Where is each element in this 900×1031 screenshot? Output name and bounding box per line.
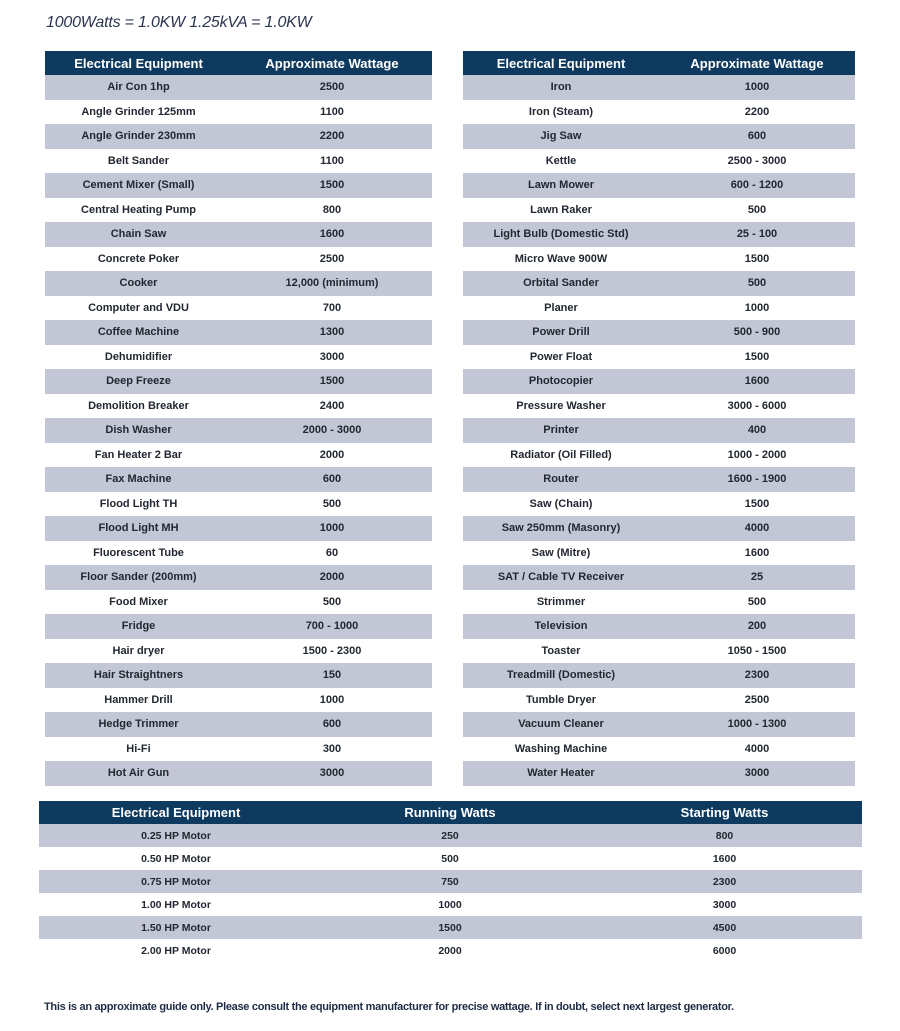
equipment-name-cell: Dehumidifier xyxy=(45,345,232,370)
table-row xyxy=(463,173,855,198)
wattage-cell: 500 - 900 xyxy=(659,320,855,345)
wattage-table-right xyxy=(463,51,855,786)
equipment-name-cell: Micro Wave 900W xyxy=(463,247,659,272)
table-row xyxy=(463,737,855,762)
table-row xyxy=(463,467,855,492)
equipment-name-cell: Radiator (Oil Filled) xyxy=(463,443,659,468)
wattage-cell: 1600 xyxy=(232,222,432,247)
equipment-name-cell: Belt Sander xyxy=(45,149,232,174)
equipment-name-cell: Saw 250mm (Masonry) xyxy=(463,516,659,541)
conversion-note: 1000Watts = 1.0KW 1.25kVA = 1.0KW xyxy=(46,14,312,31)
wattage-cell: 3000 xyxy=(232,761,432,786)
equipment-name-cell: Tumble Dryer xyxy=(463,688,659,713)
wattage-cell: 250 xyxy=(313,824,587,847)
table-row xyxy=(45,222,432,247)
table-row xyxy=(463,418,855,443)
wattage-cell: 800 xyxy=(232,198,432,223)
column-header: Electrical Equipment xyxy=(463,51,659,75)
wattage-cell: 2000 xyxy=(232,443,432,468)
table-row xyxy=(39,939,862,962)
table-row xyxy=(463,614,855,639)
table-row xyxy=(45,345,432,370)
table-row xyxy=(39,916,862,939)
equipment-name-cell: Coffee Machine xyxy=(45,320,232,345)
table-row xyxy=(45,247,432,272)
table-row xyxy=(45,467,432,492)
table-row xyxy=(45,149,432,174)
table-row xyxy=(45,124,432,149)
equipment-name-cell: Strimmer xyxy=(463,590,659,615)
wattage-cell: 12,000 (minimum) xyxy=(232,271,432,296)
table-row xyxy=(39,893,862,916)
table-row xyxy=(39,870,862,893)
column-header: Starting Watts xyxy=(587,801,862,824)
equipment-name-cell: Television xyxy=(463,614,659,639)
table-row xyxy=(45,737,432,762)
wattage-cell: 1500 xyxy=(232,369,432,394)
wattage-cell: 500 xyxy=(659,198,855,223)
wattage-cell: 25 - 100 xyxy=(659,222,855,247)
wattage-cell: 2300 xyxy=(587,870,862,893)
equipment-name-cell: Iron (Steam) xyxy=(463,100,659,125)
wattage-cell: 2500 xyxy=(659,688,855,713)
table-row xyxy=(45,443,432,468)
equipment-name-cell: 1.50 HP Motor xyxy=(39,916,313,939)
table-row xyxy=(45,369,432,394)
table-row xyxy=(463,149,855,174)
table-row xyxy=(45,516,432,541)
table-header-row xyxy=(463,51,855,75)
table-row xyxy=(45,590,432,615)
table-row xyxy=(45,418,432,443)
equipment-name-cell: 0.50 HP Motor xyxy=(39,847,313,870)
wattage-cell: 2000 xyxy=(313,939,587,962)
wattage-cell: 500 xyxy=(232,590,432,615)
equipment-name-cell: 0.25 HP Motor xyxy=(39,824,313,847)
table-row xyxy=(39,824,862,847)
wattage-cell: 2500 - 3000 xyxy=(659,149,855,174)
table-row xyxy=(463,712,855,737)
wattage-cell: 1000 xyxy=(313,893,587,916)
wattage-cell: 600 xyxy=(659,124,855,149)
wattage-cell: 1500 xyxy=(313,916,587,939)
wattage-cell: 500 xyxy=(313,847,587,870)
wattage-cell: 2000 xyxy=(232,565,432,590)
equipment-name-cell: Hair Straightners xyxy=(45,663,232,688)
table-row xyxy=(45,541,432,566)
column-header: Running Watts xyxy=(313,801,587,824)
equipment-name-cell: Central Heating Pump xyxy=(45,198,232,223)
table-row xyxy=(463,590,855,615)
equipment-name-cell: Lawn Raker xyxy=(463,198,659,223)
equipment-name-cell: Light Bulb (Domestic Std) xyxy=(463,222,659,247)
column-header: Electrical Equipment xyxy=(39,801,313,824)
equipment-name-cell: Fluorescent Tube xyxy=(45,541,232,566)
equipment-name-cell: Fan Heater 2 Bar xyxy=(45,443,232,468)
wattage-cell: 1000 xyxy=(659,75,855,100)
wattage-cell: 1500 xyxy=(659,492,855,517)
wattage-cell: 1000 - 1300 xyxy=(659,712,855,737)
equipment-name-cell: Hair dryer xyxy=(45,639,232,664)
table-row xyxy=(45,492,432,517)
wattage-cell: 2200 xyxy=(232,124,432,149)
equipment-name-cell: Air Con 1hp xyxy=(45,75,232,100)
wattage-cell: 1500 xyxy=(659,345,855,370)
table-row xyxy=(463,247,855,272)
table-row xyxy=(463,296,855,321)
wattage-cell: 1000 - 2000 xyxy=(659,443,855,468)
table-row xyxy=(463,100,855,125)
wattage-cell: 2500 xyxy=(232,247,432,272)
table-row xyxy=(45,198,432,223)
table-row xyxy=(45,639,432,664)
column-header: Electrical Equipment xyxy=(45,51,232,75)
wattage-cell: 300 xyxy=(232,737,432,762)
wattage-cell: 25 xyxy=(659,565,855,590)
column-header: Approximate Wattage xyxy=(659,51,855,75)
equipment-name-cell: Saw (Mitre) xyxy=(463,541,659,566)
table-row xyxy=(463,198,855,223)
table-header-row xyxy=(39,801,862,824)
table-row xyxy=(463,541,855,566)
table-row xyxy=(45,100,432,125)
table-row xyxy=(45,663,432,688)
table-row xyxy=(463,222,855,247)
equipment-name-cell: Hammer Drill xyxy=(45,688,232,713)
wattage-cell: 600 - 1200 xyxy=(659,173,855,198)
wattage-cell: 2500 xyxy=(232,75,432,100)
equipment-name-cell: Concrete Poker xyxy=(45,247,232,272)
equipment-name-cell: Treadmill (Domestic) xyxy=(463,663,659,688)
equipment-name-cell: 1.00 HP Motor xyxy=(39,893,313,916)
equipment-name-cell: Cooker xyxy=(45,271,232,296)
wattage-cell: 1500 - 2300 xyxy=(232,639,432,664)
equipment-name-cell: Floor Sander (200mm) xyxy=(45,565,232,590)
equipment-name-cell: Fax Machine xyxy=(45,467,232,492)
equipment-name-cell: Deep Freeze xyxy=(45,369,232,394)
equipment-name-cell: Food Mixer xyxy=(45,590,232,615)
wattage-cell: 4000 xyxy=(659,737,855,762)
motor-wattage-table xyxy=(39,801,862,962)
wattage-cell: 2200 xyxy=(659,100,855,125)
wattage-cell: 700 xyxy=(232,296,432,321)
wattage-cell: 500 xyxy=(659,271,855,296)
wattage-cell: 1000 xyxy=(232,516,432,541)
equipment-name-cell: Water Heater xyxy=(463,761,659,786)
equipment-name-cell: Planer xyxy=(463,296,659,321)
wattage-cell: 500 xyxy=(659,590,855,615)
equipment-name-cell: Printer xyxy=(463,418,659,443)
equipment-name-cell: 2.00 HP Motor xyxy=(39,939,313,962)
equipment-name-cell: Toaster xyxy=(463,639,659,664)
equipment-name-cell: Flood Light TH xyxy=(45,492,232,517)
wattage-cell: 1000 xyxy=(232,688,432,713)
table-row xyxy=(463,345,855,370)
wattage-cell: 3000 xyxy=(659,761,855,786)
table-row xyxy=(463,124,855,149)
equipment-name-cell: 0.75 HP Motor xyxy=(39,870,313,893)
table-row xyxy=(39,847,862,870)
equipment-name-cell: Photocopier xyxy=(463,369,659,394)
wattage-cell: 2000 - 3000 xyxy=(232,418,432,443)
table-row xyxy=(463,369,855,394)
wattage-cell: 700 - 1000 xyxy=(232,614,432,639)
table-row xyxy=(45,394,432,419)
table-row xyxy=(45,320,432,345)
equipment-name-cell: Demolition Breaker xyxy=(45,394,232,419)
table-row xyxy=(463,492,855,517)
table-header-row xyxy=(45,51,432,75)
equipment-name-cell: Saw (Chain) xyxy=(463,492,659,517)
equipment-name-cell: Chain Saw xyxy=(45,222,232,247)
equipment-name-cell: Iron xyxy=(463,75,659,100)
disclaimer-footer: This is an approximate guide only. Please consult the equipment manufacturer for precise wattage. If in doubt, select next largest generator. xyxy=(44,1001,734,1013)
table-row xyxy=(45,565,432,590)
wattage-cell: 1050 - 1500 xyxy=(659,639,855,664)
equipment-name-cell: Hi-Fi xyxy=(45,737,232,762)
equipment-name-cell: Power Float xyxy=(463,345,659,370)
equipment-name-cell: Lawn Mower xyxy=(463,173,659,198)
equipment-name-cell: Vacuum Cleaner xyxy=(463,712,659,737)
wattage-table-left xyxy=(45,51,432,786)
wattage-cell: 600 xyxy=(232,712,432,737)
column-header: Approximate Wattage xyxy=(232,51,432,75)
equipment-name-cell: Angle Grinder 230mm xyxy=(45,124,232,149)
wattage-cell: 500 xyxy=(232,492,432,517)
equipment-name-cell: Router xyxy=(463,467,659,492)
equipment-name-cell: Flood Light MH xyxy=(45,516,232,541)
equipment-name-cell: Computer and VDU xyxy=(45,296,232,321)
wattage-cell: 1100 xyxy=(232,149,432,174)
wattage-cell: 1100 xyxy=(232,100,432,125)
equipment-name-cell: Hot Air Gun xyxy=(45,761,232,786)
table-row xyxy=(463,320,855,345)
table-row xyxy=(463,663,855,688)
table-row xyxy=(463,565,855,590)
table-row xyxy=(45,75,432,100)
equipment-name-cell: Jig Saw xyxy=(463,124,659,149)
wattage-cell: 1600 xyxy=(587,847,862,870)
equipment-name-cell: Pressure Washer xyxy=(463,394,659,419)
table-row xyxy=(463,443,855,468)
wattage-cell: 150 xyxy=(232,663,432,688)
equipment-name-cell: SAT / Cable TV Receiver xyxy=(463,565,659,590)
table-row xyxy=(45,173,432,198)
wattage-cell: 600 xyxy=(232,467,432,492)
wattage-cell: 2300 xyxy=(659,663,855,688)
table-row xyxy=(463,516,855,541)
equipment-name-cell: Washing Machine xyxy=(463,737,659,762)
table-row xyxy=(45,614,432,639)
equipment-name-cell: Kettle xyxy=(463,149,659,174)
wattage-cell: 60 xyxy=(232,541,432,566)
wattage-cell: 1600 xyxy=(659,369,855,394)
wattage-cell: 750 xyxy=(313,870,587,893)
wattage-cell: 1300 xyxy=(232,320,432,345)
table-row xyxy=(45,296,432,321)
wattage-cell: 3000 xyxy=(232,345,432,370)
wattage-cell: 400 xyxy=(659,418,855,443)
table-row xyxy=(463,271,855,296)
wattage-cell: 3000 - 6000 xyxy=(659,394,855,419)
equipment-name-cell: Cement Mixer (Small) xyxy=(45,173,232,198)
table-row xyxy=(463,688,855,713)
equipment-name-cell: Angle Grinder 125mm xyxy=(45,100,232,125)
wattage-cell: 4000 xyxy=(659,516,855,541)
table-row xyxy=(45,688,432,713)
table-row xyxy=(463,75,855,100)
table-row xyxy=(45,271,432,296)
equipment-name-cell: Power Drill xyxy=(463,320,659,345)
equipment-name-cell: Hedge Trimmer xyxy=(45,712,232,737)
wattage-cell: 2400 xyxy=(232,394,432,419)
wattage-cell: 3000 xyxy=(587,893,862,916)
equipment-name-cell: Fridge xyxy=(45,614,232,639)
table-row xyxy=(463,394,855,419)
wattage-cell: 4500 xyxy=(587,916,862,939)
wattage-cell: 1600 - 1900 xyxy=(659,467,855,492)
equipment-name-cell: Dish Washer xyxy=(45,418,232,443)
equipment-name-cell: Orbital Sander xyxy=(463,271,659,296)
wattage-cell: 1500 xyxy=(232,173,432,198)
table-row xyxy=(463,639,855,664)
wattage-cell: 800 xyxy=(587,824,862,847)
wattage-cell: 1600 xyxy=(659,541,855,566)
wattage-cell: 1000 xyxy=(659,296,855,321)
wattage-cell: 1500 xyxy=(659,247,855,272)
wattage-cell: 6000 xyxy=(587,939,862,962)
wattage-cell: 200 xyxy=(659,614,855,639)
table-row xyxy=(45,761,432,786)
table-row xyxy=(463,761,855,786)
table-row xyxy=(45,712,432,737)
